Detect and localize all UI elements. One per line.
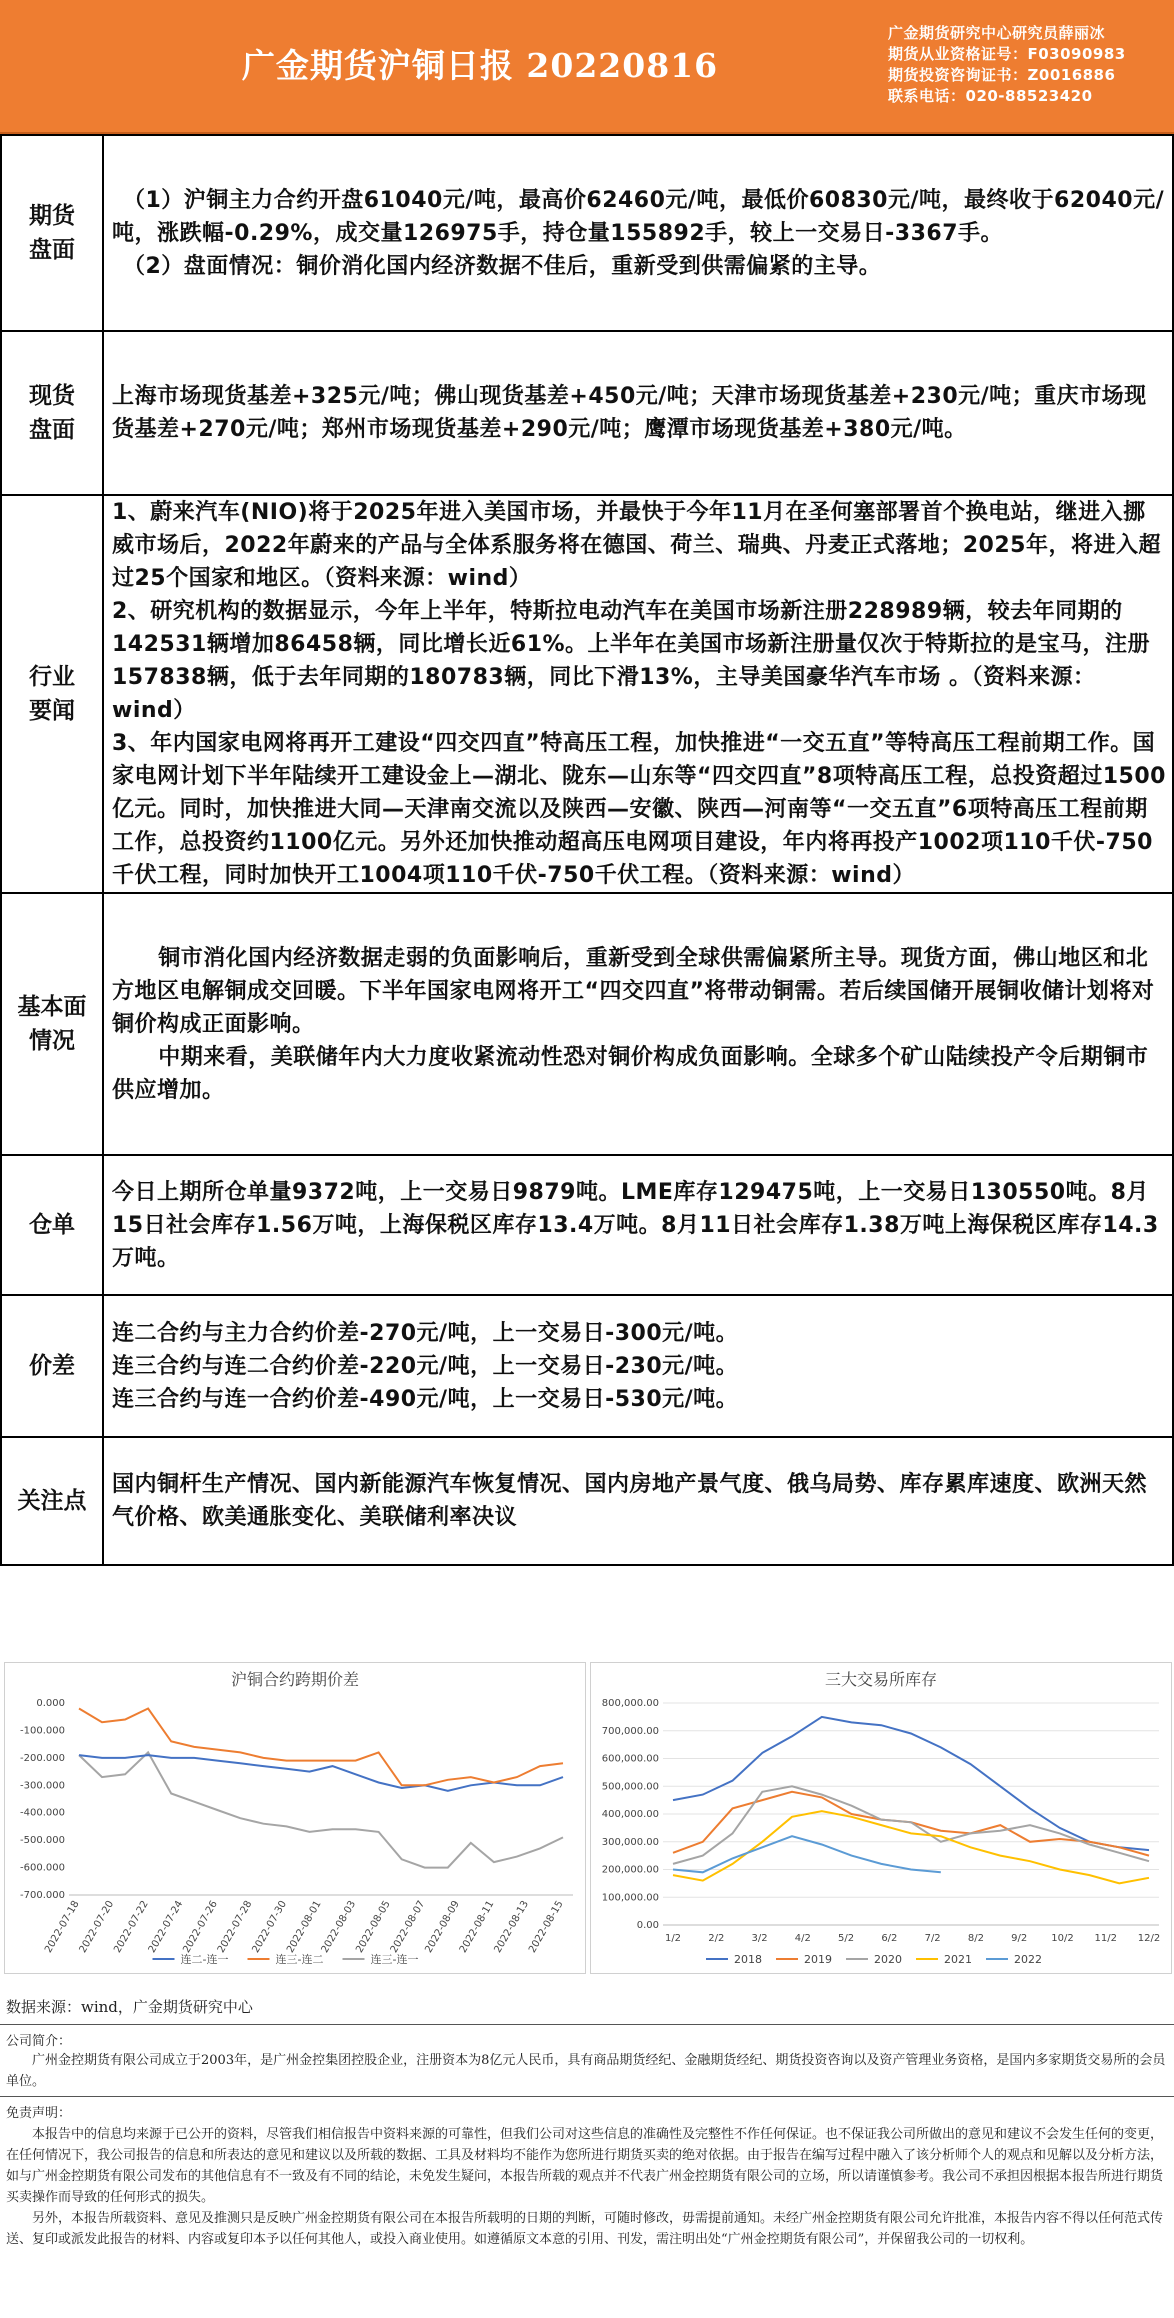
x-tick-label: 1/2 — [664, 1933, 682, 1944]
report-table — [0, 134, 1174, 1566]
content-futures — [103, 135, 1173, 331]
news-item: 1、蔚来汽车(NIO)将于2025年进入美国市场，并最快于今年11月在圣何塞部署首个换电站，继进入挪威市场后，2022年蔚来的产品与全体系服务将在德国、荷兰、瑞典、丹麦正式落地；2025年，将进入超过25个国家和地区。（资料来源：wind） — [112, 500, 1161, 591]
row-spot — [1, 331, 1173, 495]
spot-paragraph: 上海市场现货基差+325元/吨；佛山现货基差+450元/吨；天津市场现货基差+230元/吨；重庆市场现货基差+270元/吨；郑州市场现货基差+290元/吨；鹰潭市场现货基差+380元/吨。 — [112, 384, 1147, 442]
spread-line: 连三合约与连二合约价差-220元/吨，上一交易日-230元/吨。 — [112, 1353, 739, 1379]
y-tick-label: 0.000 — [36, 1698, 65, 1709]
content-focus — [103, 1437, 1173, 1565]
y-tick-label: 800,000.00 — [601, 1698, 659, 1709]
x-tick-label: 10/2 — [1051, 1933, 1074, 1944]
row-warrants — [1, 1155, 1173, 1295]
inventory-chart — [590, 1662, 1172, 1974]
x-tick-label: 4/2 — [794, 1933, 811, 1944]
analyst-info — [888, 23, 1126, 107]
x-tick-label: 2022-08-03 — [319, 1899, 359, 1955]
analyst-consulting-cert: 期货投资咨询证书：Z0016886 — [888, 66, 1116, 84]
content-fundamentals — [103, 893, 1173, 1155]
y-tick-label: -700.000 — [20, 1890, 65, 1901]
x-tick-label: 12/2 — [1137, 1933, 1161, 1944]
disclaimer-paragraph: 另外，本报告所载资料、意见及推测只是反映广州金控期货有限公司在本报告所载明的日期的判断，可随时修改，毋需提前通知。未经广州金控期货有限公司允许批准，本报告内容不得以任何范式传送、复印或派发此报告的材料、内容或复印本予以任何其他人，或投入商业使用。如遵循原文本意的引用、刊发，需注明出处“广州金控期货有限公司”，并保留我公司的一切权利。 — [6, 2211, 1164, 2247]
inventory-chart-svg — [591, 1663, 1171, 1973]
disclaimer-title: 免责声明： — [6, 2106, 72, 2121]
report-header — [0, 0, 1174, 134]
company-title: 公司简介： — [6, 2034, 72, 2049]
warrants-paragraph: 今日上期所仓单量9372吨，上一交易日9879吨。LME库存129475吨，上一交易日130550吨。8月15日社会库存1.56万吨，上海保税区库存13.4万吨。8月11日社会库存1.38万吨上海保税区库存14.3万吨。 — [112, 1179, 1159, 1271]
x-tick-label: 2022-08-15 — [527, 1899, 566, 1955]
fundamentals-paragraph: 铜市消化国内经济数据走弱的负面影响后，重新受到全球供需偏紧所主导。现货方面，佛山地区和北方地区电解铜成交回暖。下半年国家电网将开工“四交四直”将带动铜需。若后续国储开展铜收储计划将对铜价构成正面影响。 — [112, 945, 1155, 1037]
row-spread — [1, 1295, 1173, 1437]
row-news — [1, 495, 1173, 893]
analyst-name: 广金期货研究中心研究员薛丽冰 — [888, 24, 1106, 42]
disclaimer-paragraph: 本报告中的信息均来源于已公开的资料，尽管我们相信报告中资料来源的可靠性，但我们公司对这些信息的准确性及完整性不作任何保证。也不保证我公司所做出的意见和建议不会发生任何的变更，在任何情况下，我公司报告的信息和所表达的意见和建议以及所载的数据、工具及材料均不能作为您所进行期货买卖的绝对依据。由于报告在编写过程中融入了该分析师个人的观点和见解以及分析方法，如与广州金控期货有限公司发布的其他信息有不一致及有不同的结论，未免发生疑问，本报告所载的观点并不代表广州金控期货有限公司的立场，所以请谨慎参考。我公司不承担因根据本报告所进行期货买卖操作而导致的任何形式的损失。 — [6, 2127, 1164, 2205]
series-line-2018 — [673, 1717, 1149, 1850]
y-tick-label: 200,000.00 — [601, 1864, 659, 1876]
y-tick-label: -600.000 — [20, 1862, 65, 1874]
spread-line: 连二合约与主力合约价差-270元/吨，上一交易日-300元/吨。 — [112, 1320, 739, 1346]
analyst-qualification: 期货从业资格证号：F03090983 — [888, 45, 1126, 63]
y-tick-label: 500,000.00 — [601, 1781, 659, 1793]
company-intro — [6, 2050, 1166, 2092]
x-tick-label: 3/2 — [751, 1933, 768, 1944]
y-tick-label: -200.000 — [20, 1752, 65, 1764]
fundamentals-paragraph: 中期来看，美联储年内大力度收紧流动性恐对铜价构成负面影响。全球多个矿山陆续投产令后期铜市供应增加。 — [112, 1044, 1149, 1103]
x-tick-label: 6/2 — [881, 1933, 898, 1944]
x-tick-label: 7/2 — [924, 1933, 941, 1944]
spread-chart-svg — [5, 1663, 585, 1973]
content-warrants — [103, 1155, 1173, 1295]
series-line-2020 — [673, 1786, 1149, 1864]
y-tick-label: -400.000 — [20, 1807, 65, 1819]
x-tick-label: 2022-07-22 — [112, 1899, 151, 1955]
x-tick-label: 2022-08-13 — [492, 1899, 532, 1955]
charts-area — [0, 1662, 1174, 1974]
y-tick-label: 700,000.00 — [601, 1725, 659, 1737]
chart-title: 沪铜合约跨期价差 — [230, 1670, 360, 1689]
label-fundamentals: 基本面 情况 — [1, 893, 103, 1155]
x-tick-label: 2022-08-07 — [388, 1899, 428, 1955]
news-item: 3、年内国家电网将再开工建设“四交四直”特高压工程，加快推进“一交五直”等特高压工程前期工作。国家电网计划下半年陆续开工建设金上—湖北、陇东—山东等“四交四直”8项特高压工程，总投资超过1500亿元。同时，加快推进大同—天津南交流以及陕西—安徽、陕西—河南等“一交五直”6项特高压工程前期工作，总投资约1100亿元。另外还加快推动超高压电网项目建设，年内将再投产1002项110千伏-750千伏工程，同时加快开工1004项110千伏-750千伏工程。（资料来源：wind） — [112, 731, 1166, 888]
label-news: 行业 要闻 — [1, 495, 103, 893]
futures-paragraph: （2）盘面情况：铜价消化国内经济数据不佳后，重新受到供需偏紧的主导。 — [123, 253, 882, 279]
row-focus — [1, 1437, 1173, 1565]
spread-line: 连三合约与连一合约价差-490元/吨，上一交易日-530元/吨。 — [112, 1386, 739, 1412]
row-fundamentals — [1, 893, 1173, 1155]
x-tick-label: 2022-08-05 — [354, 1899, 393, 1955]
x-tick-label: 2022-08-09 — [423, 1899, 462, 1955]
label-warrants: 仓单 — [1, 1155, 103, 1295]
x-tick-label: 8/2 — [967, 1933, 984, 1944]
legend-label: 2018 — [734, 1953, 762, 1966]
series-line-连三-连二 — [79, 1709, 563, 1786]
label-focus: 关注点 — [1, 1437, 103, 1565]
y-tick-label: -500.000 — [20, 1835, 65, 1847]
x-tick-label: 2022-07-26 — [181, 1899, 220, 1955]
x-tick-label: 2022-07-20 — [77, 1899, 117, 1955]
y-tick-label: -300.000 — [20, 1780, 65, 1792]
analyst-phone: 联系电话：020-88523420 — [888, 87, 1093, 105]
spread-chart — [4, 1662, 586, 1974]
x-tick-label: 5/2 — [838, 1933, 855, 1944]
x-tick-label: 2022-07-28 — [215, 1899, 255, 1955]
disclaimer — [6, 2124, 1166, 2250]
legend-label: 2021 — [944, 1953, 972, 1966]
content-news — [103, 495, 1173, 893]
focus-paragraph: 国内铜杆生产情况、国内新能源汽车恢复情况、国内房地产景气度、俄乌局势、库存累库速度、欧洲天然气价格、欧美通胀变化、美联储利率决议 — [112, 1472, 1148, 1530]
legend-label: 2019 — [804, 1953, 832, 1966]
y-tick-label: -100.000 — [20, 1725, 65, 1737]
x-tick-label: 2022-08-11 — [457, 1899, 497, 1955]
news-item: 2、研究机构的数据显示，今年上半年，特斯拉电动汽车在美国市场新注册228989辆，较去年同期的142531辆增加86458辆，同比增长近61%。上半年在美国市场新注册量仅次于特斯拉的是宝马，注册157838辆，低于去年同期的180783辆，同比下滑13%，主导美国豪华汽车市场 。（资料来源：wind） — [112, 599, 1151, 723]
data-source: 数据来源：wind，广金期货研究中心 — [6, 1998, 253, 2016]
x-tick-label: 2022-07-18 — [43, 1899, 82, 1955]
report-title: 广金期货沪铜日报 20220816 — [241, 46, 719, 85]
company-text: 广州金控期货有限公司成立于2003年，是广州金控集团控股企业，注册资本为8亿元人民币，具有商品期货经纪、金融期货经纪、期货投资咨询以及资产管理业务资格，是国内多家期货交易所的会员单位。 — [6, 2053, 1166, 2089]
divider — [0, 2096, 1174, 2097]
x-tick-label: 9/2 — [1011, 1933, 1028, 1944]
legend-label: 连三-连一 — [370, 1953, 419, 1966]
chart-title: 三大交易所库存 — [824, 1670, 938, 1689]
label-spot: 现货 盘面 — [1, 331, 103, 495]
y-tick-label: 100,000.00 — [601, 1892, 659, 1904]
y-tick-label: 600,000.00 — [601, 1753, 659, 1765]
divider — [0, 2024, 1174, 2025]
y-tick-label: 0.00 — [636, 1920, 659, 1931]
y-tick-label: 300,000.00 — [601, 1836, 659, 1848]
content-spread — [103, 1295, 1173, 1437]
x-tick-label: 2/2 — [708, 1933, 725, 1944]
legend-label: 2022 — [1014, 1953, 1042, 1966]
row-futures — [1, 135, 1173, 331]
x-tick-label: 11/2 — [1094, 1933, 1117, 1944]
y-tick-label: 400,000.00 — [601, 1809, 659, 1820]
futures-paragraph: （1）沪铜主力合约开盘61040元/吨，最高价62460元/吨，最低价60830元/吨，最终收于62040元/吨，涨跌幅-0.29%，成交量126975手，持仓量155892手，较上一交易日-3367手。 — [112, 187, 1165, 246]
legend-label: 连二-连一 — [180, 1953, 229, 1966]
legend-label: 连三-连二 — [275, 1953, 324, 1966]
label-spread: 价差 — [1, 1295, 103, 1437]
x-tick-label: 2022-07-30 — [250, 1899, 290, 1955]
x-tick-label: 2022-08-01 — [285, 1899, 324, 1955]
content-spot — [103, 331, 1173, 495]
legend-label: 2020 — [874, 1953, 902, 1966]
x-tick-label: 2022-07-24 — [146, 1899, 186, 1955]
series-line-2019 — [673, 1792, 1149, 1856]
label-futures: 期货 盘面 — [1, 135, 103, 331]
